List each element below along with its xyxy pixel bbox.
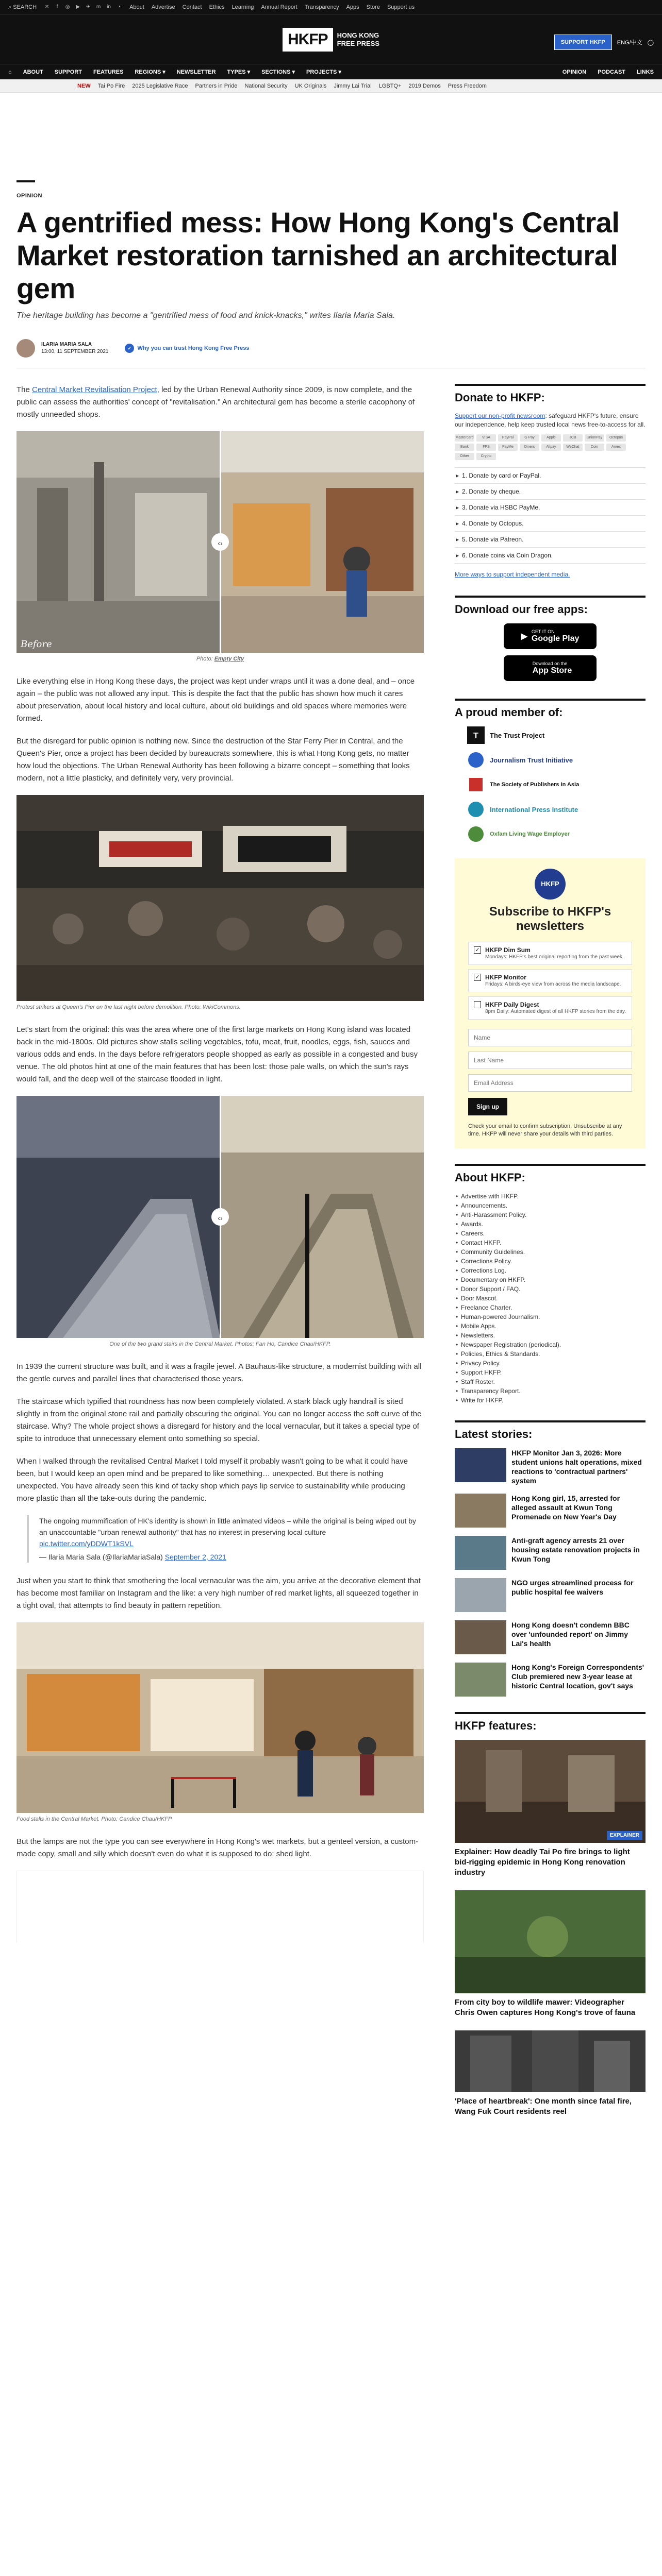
content-area: [16, 384, 646, 2129]
paragraph: Let's start from the original: this was the area where one of the first large markets on Hong Kong island was located back in the mid-1800s. Old pictures show stalls selling vegetables, tofu, meat, fruit, noodles, eggs, fish, sauces and various odds and ends. In the days before refrigerators people shopped as early as possible in a congested and busy venue. The old photos hint at one of the main features that has been lost: those pale walls, on which the sun's rays would fall, and the deep well of the staircase flooded in light.: [16, 1025, 418, 1083]
latest-heading: Latest stories:: [455, 1420, 646, 1441]
payment-logo: Alipay: [541, 444, 561, 451]
rss-icon[interactable]: ◔: [118, 4, 121, 10]
store-link[interactable]: Store: [366, 4, 380, 10]
feature-photo: [455, 1740, 646, 1843]
advertise-link[interactable]: Advertise: [151, 4, 175, 10]
nav-types[interactable]: TYPES ▾: [227, 69, 251, 75]
payment-logo: Diners: [520, 444, 539, 451]
facebook-icon[interactable]: f: [56, 4, 58, 10]
site-logo[interactable]: [283, 28, 379, 52]
learning-link[interactable]: Learning: [231, 4, 254, 10]
google-play-button[interactable]: [504, 623, 597, 649]
name-field[interactable]: [468, 1029, 632, 1046]
member-ipi[interactable]: [467, 801, 646, 818]
trending-item[interactable]: UK Originals: [294, 82, 327, 89]
trending-item[interactable]: Tai Po Fire: [97, 82, 125, 89]
donate-option[interactable]: ▸ 1. Donate by card or PayPal.: [455, 468, 646, 484]
paragraph: In 1939 the current structure was built, and it was a fragile jewel. A Bauhaus-like structure, a modernist building with all the gentle curves and parallel lines that characterised those years.: [16, 1362, 422, 1383]
social-icons: [44, 4, 122, 10]
embedded-tweet: [27, 1515, 424, 1563]
payment-logos: [455, 434, 646, 460]
payment-logo: WeChat: [563, 444, 583, 451]
trending-item[interactable]: National Security: [244, 82, 288, 89]
checkbox-checked-icon[interactable]: ✓: [474, 946, 481, 954]
feature-photo: [455, 1890, 646, 1993]
explainer-badge: EXPLAINER: [607, 1831, 642, 1840]
nav-about[interactable]: ABOUT: [23, 69, 43, 75]
story-thumbnail: [455, 1578, 506, 1612]
header-actions: [554, 35, 654, 50]
payment-logo: PayPal: [498, 434, 518, 442]
about-link[interactable]: • Newspaper Registration (periodical).: [455, 1340, 646, 1349]
feature-title[interactable]: From city boy to wildlife mawer: Videographer Chris Owen captures Hong Kong's trove of fauna: [455, 1998, 636, 2017]
about-link[interactable]: • Announcements.: [455, 1201, 646, 1210]
members-heading: A proud member of:: [455, 699, 646, 719]
mastodon-icon[interactable]: m: [96, 4, 101, 10]
story-thumbnail: [455, 1663, 506, 1697]
story-thumbnail: [455, 1536, 506, 1570]
latest-story[interactable]: [455, 1620, 646, 1654]
nav-opinion[interactable]: OPINION: [562, 69, 587, 75]
option-desc: Fridays: A birds-eye view from across the media landscape.: [485, 981, 621, 987]
paragraph: Just when you start to think that smothering the local vernacular was the aim, you arrive at the decorative element that has become most familiar on Instagram and the like: a very high number of red market lights, all squeezed together in a tight oval, that attempts to find beauty in pattern repetition.: [16, 1577, 421, 1610]
about-link[interactable]: • Write for HKFP.: [455, 1396, 646, 1405]
tweet-attribution: [39, 1551, 424, 1563]
story-title[interactable]: Hong Kong girl, 15, arrested for alleged assault at Kwun Tong Promenade on New Year's Day: [511, 1494, 620, 1521]
sidebar: [455, 384, 646, 2129]
paragraph: The staircase which typified that roundness has now been completely violated. A stark black ugly handrail is sited slightly in from the original stone rail and partially obscuring the original. You can no longer access the soft curve of the staircase. Why? The whole project shows a disregard for history and the local vernacular, but it takes a special type of spite to introduce that unnecessary element onto something so special.: [16, 1397, 422, 1443]
about-link[interactable]: • Policies, Ethics & Standards.: [455, 1349, 646, 1359]
app-store-small: Download on the: [532, 661, 568, 666]
support-us-link[interactable]: Support us: [387, 4, 415, 10]
google-play-label: Google Play: [531, 634, 580, 643]
logo-line-2: FREE PRESS: [337, 39, 380, 47]
food-stalls-image: [16, 1622, 424, 1813]
option-name: HKFP Dim Sum: [485, 946, 531, 954]
option-name: HKFP Daily Digest: [485, 1001, 539, 1008]
checkbox-icon[interactable]: [474, 1001, 481, 1008]
about-link[interactable]: • Contact HKFP.: [455, 1238, 646, 1247]
payment-logo: PayMe: [498, 444, 518, 451]
feature-title[interactable]: Explainer: How deadly Tai Po fire brings to light bid-rigging epidemic in Hong Kong renovation industry: [455, 1848, 630, 1877]
payment-logo: G Pay: [520, 434, 539, 442]
newsletter-option-dim-sum[interactable]: [468, 942, 632, 965]
member-name: Oxfam Living Wage Employer: [490, 831, 570, 837]
paragraph: Like everything else in Hong Kong these days, the project was kept under wraps until it was a done deal, and – once again – the public was not allowed any input. This is despite the fact that the public has shown how much it cares about preservation, about local history and local culture, about old buildings and old spaces where memories were formed.: [16, 677, 415, 723]
newsletter-logo: HKFP: [535, 869, 566, 900]
jti-icon: [467, 751, 485, 769]
about-link[interactable]: • Staff Roster.: [455, 1377, 646, 1386]
top-utility-bar: [0, 0, 662, 14]
newsletter-note: Check your email to confirm subscription. Unsubscribe at any time. HKFP will never share your details with third parties.: [468, 1123, 622, 1137]
section-rule: [16, 180, 35, 182]
trending-item[interactable]: Partners in Pride: [195, 82, 238, 89]
about-link[interactable]: • Documentary on HKFP.: [455, 1275, 646, 1284]
staircase-slider[interactable]: [16, 1096, 424, 1338]
about-link[interactable]: • Donor Support / FAQ.: [455, 1284, 646, 1294]
newsletter-box: [455, 858, 646, 1148]
donate-description: : safeguard HKFP's future, ensure our independence, help keep trusted local news free-to-access for all.: [455, 412, 646, 428]
nav-projects[interactable]: PROJECTS ▾: [306, 69, 341, 75]
google-play-icon: ▶: [521, 632, 527, 641]
author-name[interactable]: ILARIA MARIA SALA: [41, 342, 92, 347]
language-switch[interactable]: ENG/中文: [617, 40, 642, 46]
about-link[interactable]: • Transparency Report.: [455, 1386, 646, 1396]
byline-meta: [41, 341, 108, 355]
option-desc: Mondays: HKFP's best original reporting from the past week.: [485, 954, 624, 960]
sopa-icon: [467, 776, 485, 793]
nav-regions[interactable]: REGIONS ▾: [135, 69, 166, 75]
latest-story[interactable]: [455, 1448, 646, 1485]
twitter-icon[interactable]: ✕: [44, 4, 49, 10]
before-label: Before: [21, 639, 52, 650]
checkbox-checked-icon[interactable]: ✓: [474, 974, 481, 981]
svg-text:T: T: [473, 732, 478, 740]
food-stalls-photo: [16, 1622, 424, 1813]
paragraph: But the lamps are not the type you can see everywhere in Hong Kong's wet markets, but a genteel version, a custom-made copy, small and silly which doesn't even do what it is supposed to do: shed light.: [16, 1837, 419, 1858]
account-icon[interactable]: ◯: [647, 39, 654, 46]
linkedin-icon[interactable]: in: [107, 4, 111, 10]
nav-sections[interactable]: SECTIONS ▾: [261, 69, 295, 75]
newsletter-heading: Subscribe to HKFP's newsletters: [489, 905, 611, 933]
caption-text: Photo:: [196, 656, 214, 662]
contact-link[interactable]: Contact: [182, 4, 202, 10]
support-newsroom-link[interactable]: Support our non-profit newsroom: [455, 412, 545, 419]
payment-logo: Crypto: [476, 453, 496, 460]
feature-photo: [455, 2030, 646, 2092]
main-nav: [0, 64, 662, 79]
feature-image[interactable]: [455, 1740, 646, 1843]
option-desc: 8pm Daily: Automated digest of all HKFP stories from the day.: [485, 1009, 626, 1014]
nav-support[interactable]: SUPPORT: [54, 69, 82, 75]
apps-heading: Download our free apps:: [455, 596, 646, 616]
member-name: The Society of Publishers in Asia: [490, 782, 580, 788]
payment-logo: Mastercard: [455, 434, 474, 442]
donate-option[interactable]: ▸ 5. Donate via Patreon.: [455, 532, 646, 548]
trending-item[interactable]: 2019 Demos: [408, 82, 441, 89]
story-thumbnail: [455, 1448, 506, 1482]
about-link[interactable]: • Door Mascot.: [455, 1294, 646, 1303]
app-store-button[interactable]: [504, 655, 597, 681]
payment-logo: Amex: [606, 444, 626, 451]
trust-label: Why you can trust Hong Kong Free Press: [137, 345, 250, 351]
section-tag[interactable]: OPINION: [16, 193, 42, 199]
article-body: [16, 384, 424, 2129]
feature-title[interactable]: 'Place of heartbreak': One month since fatal fire, Wang Fuk Court residents reel: [455, 2097, 632, 2116]
queens-pier-photo: [16, 795, 424, 1001]
about-link[interactable]: • Awards.: [455, 1219, 646, 1229]
tweet-author: — Ilaria Maria Sala (@IlariaMariaSala): [39, 1553, 165, 1561]
slider-handle-icon[interactable]: ‹›: [211, 1208, 229, 1226]
newsletter-option-daily-digest[interactable]: [468, 996, 632, 1020]
member-trust-project[interactable]: [467, 726, 646, 744]
story-thumbnail: [455, 1494, 506, 1528]
donate-option[interactable]: ▸ 6. Donate coins via Coin Dragon.: [455, 548, 646, 564]
about-link[interactable]: • Support HKFP.: [455, 1368, 646, 1377]
payment-logo: UnionPay: [585, 434, 604, 442]
telegram-icon[interactable]: ✈: [86, 4, 91, 10]
trending-item[interactable]: LGBTQ+: [378, 82, 402, 89]
trending-bar: [0, 79, 662, 93]
about-heading: About HKFP:: [455, 1164, 646, 1184]
oxfam-icon: [467, 825, 485, 843]
donate-option[interactable]: ▸ 2. Donate by cheque.: [455, 484, 646, 500]
search-label: SEARCH: [13, 4, 37, 10]
revitalisation-project-link[interactable]: Central Market Revitalisation Project: [32, 385, 157, 394]
paragraph: [16, 384, 424, 421]
payment-logo: Bank: [455, 444, 474, 451]
about-link[interactable]: • Careers.: [455, 1229, 646, 1238]
latest-story[interactable]: [455, 1578, 646, 1612]
queens-pier-image: [16, 795, 424, 1001]
trending-label: NEW: [77, 82, 91, 89]
search-link[interactable]: ⌕ SEARCH: [8, 4, 37, 10]
instagram-icon[interactable]: ◎: [65, 4, 70, 10]
features-heading: HKFP features:: [455, 1712, 646, 1733]
trending-item[interactable]: Jimmy Lai Trial: [334, 82, 372, 89]
trust-link[interactable]: [125, 344, 249, 353]
transparency-link[interactable]: Transparency: [304, 4, 339, 10]
payment-logo: FPS: [476, 444, 496, 451]
about-link[interactable]: About: [129, 4, 144, 10]
support-hkfp-button[interactable]: SUPPORT HKFP: [554, 35, 612, 50]
slider-handle-icon[interactable]: ‹›: [211, 533, 229, 551]
logo-line-1: HONG KONG: [337, 31, 379, 39]
ethics-link[interactable]: Ethics: [209, 4, 225, 10]
member-oxfam[interactable]: [467, 825, 646, 843]
about-link[interactable]: • Advertise with HKFP.: [455, 1192, 646, 1201]
donate-options: [455, 467, 646, 564]
about-link[interactable]: • Privacy Policy.: [455, 1359, 646, 1368]
more-ways-link[interactable]: More ways to support independent media.: [455, 571, 570, 578]
payment-logo: JCB: [563, 434, 583, 442]
newsletter-option-monitor[interactable]: [468, 969, 632, 992]
story-title[interactable]: HKFP Monitor Jan 3, 2026: More student unions halt operations, mixed reactions to 'contractual partners' system: [511, 1449, 642, 1485]
paragraph-text: , led by the Urban Renewal Authority since 2009, is now complete, and the public can assess the authorities' concept of "revitalisation." An architectural gem has become a sterile cacophony of mostly unneeded shops.: [16, 385, 415, 419]
story-title[interactable]: Hong Kong's Foreign Correspondents' Club premiered new 3-year lease at historic Central location, gov't says: [511, 1663, 644, 1690]
payment-logo: Coin: [585, 444, 604, 451]
payment-logo: VISA: [476, 434, 496, 442]
member-name: International Press Institute: [490, 805, 578, 814]
signup-button[interactable]: Sign up: [468, 1098, 507, 1115]
story-title[interactable]: Hong Kong doesn't condemn BBC over 'unfounded report' on Jimmy Lai's health: [511, 1621, 630, 1648]
member-name: The Trust Project: [490, 731, 545, 739]
about-link[interactable]: • Anti-Harassment Policy.: [455, 1210, 646, 1219]
payment-logo: Octopus: [606, 434, 626, 442]
about-link[interactable]: • Freelance Charter.: [455, 1303, 646, 1312]
tweet-date-link[interactable]: September 2, 2021: [164, 1553, 226, 1561]
nav-podcast[interactable]: PODCAST: [598, 69, 625, 75]
feature-image[interactable]: [455, 1890, 646, 1993]
about-link[interactable]: • Community Guidelines.: [455, 1247, 646, 1257]
image-caption: Food stalls in the Central Market. Photo: Candice Chau/HKFP: [16, 1816, 172, 1822]
story-thumbnail: [455, 1620, 506, 1654]
member-jti[interactable]: [467, 751, 646, 769]
trending-item[interactable]: 2025 Legislative Race: [132, 82, 188, 89]
ipi-icon: [467, 801, 485, 818]
apps-link[interactable]: Apps: [346, 4, 359, 10]
story-title[interactable]: Anti-graft agency arrests 21 over housing estate renovation projects in Kwun Tong: [511, 1536, 640, 1563]
member-name: Journalism Trust Initiative: [490, 756, 573, 764]
trending-item[interactable]: Press Freedom: [448, 82, 487, 89]
donate-text: [455, 412, 646, 429]
home-icon[interactable]: ⌂: [8, 69, 12, 75]
payment-logo: Other: [455, 453, 474, 460]
option-name: HKFP Monitor: [485, 974, 526, 981]
logo-mark: HKFP: [283, 28, 333, 52]
payment-logo: Apple: [541, 434, 561, 442]
paragraph: When I walked through the revitalised Central Market I told myself it probably wasn't going to be what it could have been, but I would keep an open mind and be prepared to like something… unexpected. But there is nothing unexpected. You have already seen this kind of tacky shop which pays lip service to sustainability while producing more plastic than all the take-outs during the pandemic.: [16, 1457, 408, 1503]
image-caption: [16, 656, 424, 662]
trust-project-icon: [467, 726, 485, 744]
article-title: A gentrified mess: How Hong Kong's Central Market restoration tarnished an architectural gem: [16, 206, 620, 304]
last-name-field[interactable]: [468, 1052, 632, 1069]
author-avatar[interactable]: [16, 339, 35, 358]
donate-option[interactable]: ▸ 3. Donate via HSBC PayMe.: [455, 500, 646, 516]
nav-features[interactable]: FEATURES: [93, 69, 124, 75]
latest-story[interactable]: [455, 1536, 646, 1570]
tweet-media-link[interactable]: pic.twitter.com/yDDWT1kSVL: [39, 1539, 134, 1548]
before-after-slider[interactable]: [16, 431, 424, 653]
donate-option[interactable]: ▸ 4. Donate by Octopus.: [455, 516, 646, 532]
nav-newsletter[interactable]: NEWSLETTER: [176, 69, 216, 75]
email-field[interactable]: [468, 1074, 632, 1092]
paragraph: But the disregard for public opinion is nothing new. Since the destruction of the Star Ferry Pier in Central, and the Queen's Pier, once a project has been decided by bureaucrats somewhere, this is what Hong Kong gets, no matter how loud the objections. The Urban Renewal Authority has been following a bizarre concept – something that looks modern, not a little plasticky, and definitely very, very provincial.: [16, 737, 410, 783]
about-link[interactable]: • Mobile Apps.: [455, 1321, 646, 1331]
trust-icon: ✓: [125, 344, 134, 353]
member-sopa[interactable]: [467, 776, 646, 793]
site-header: [0, 14, 662, 64]
article-subtitle: The heritage building has become a "gentrified mess of food and knick-knacks," writes Ilaria Maria Sala.: [16, 311, 395, 320]
byline: [16, 339, 646, 358]
about-links: [455, 1192, 646, 1405]
paragraph-text: The: [16, 385, 32, 394]
story-title[interactable]: NGO urges streamlined process for public hospital fee waivers: [511, 1579, 634, 1596]
app-store-label: App Store: [532, 666, 572, 675]
image-caption: Protest strikers at Queen's Pier on the last night before demolition. Photo: WikiCommons.: [16, 1004, 241, 1010]
about-link[interactable]: • Corrections Policy.: [455, 1257, 646, 1266]
feature-image[interactable]: [455, 2030, 646, 2092]
youtube-icon[interactable]: ▶: [76, 4, 80, 10]
empty-city-link[interactable]: Empty City: [214, 656, 244, 662]
logo-text: [337, 31, 379, 48]
about-link[interactable]: • Newsletters.: [455, 1331, 646, 1340]
page-wrapper: [16, 180, 646, 2129]
donate-heading: Donate to HKFP:: [455, 384, 646, 404]
ad-placeholder: [16, 1871, 424, 1943]
publish-date: 13:00, 11 SEPTEMBER 2021: [41, 349, 109, 354]
google-play-small: GET IT ON: [531, 629, 555, 634]
nav-links[interactable]: LINKS: [637, 69, 654, 75]
about-link[interactable]: • Corrections Log.: [455, 1266, 646, 1275]
image-caption: One of the two grand stairs in the Central Market. Photos: Fan Ho, Candice Chau/HKFP.: [109, 1341, 331, 1347]
tweet-text: The ongoing mummification of HK's identity is shown in little animated videos – while the original is being wiped out by an unaccountable "urban renewal authority" that has no interest in preserving local culture: [39, 1517, 417, 1536]
latest-story[interactable]: [455, 1663, 646, 1697]
about-link[interactable]: • Human-powered Journalism.: [455, 1312, 646, 1321]
latest-story[interactable]: [455, 1494, 646, 1528]
annual-report-link[interactable]: Annual Report: [261, 4, 297, 10]
